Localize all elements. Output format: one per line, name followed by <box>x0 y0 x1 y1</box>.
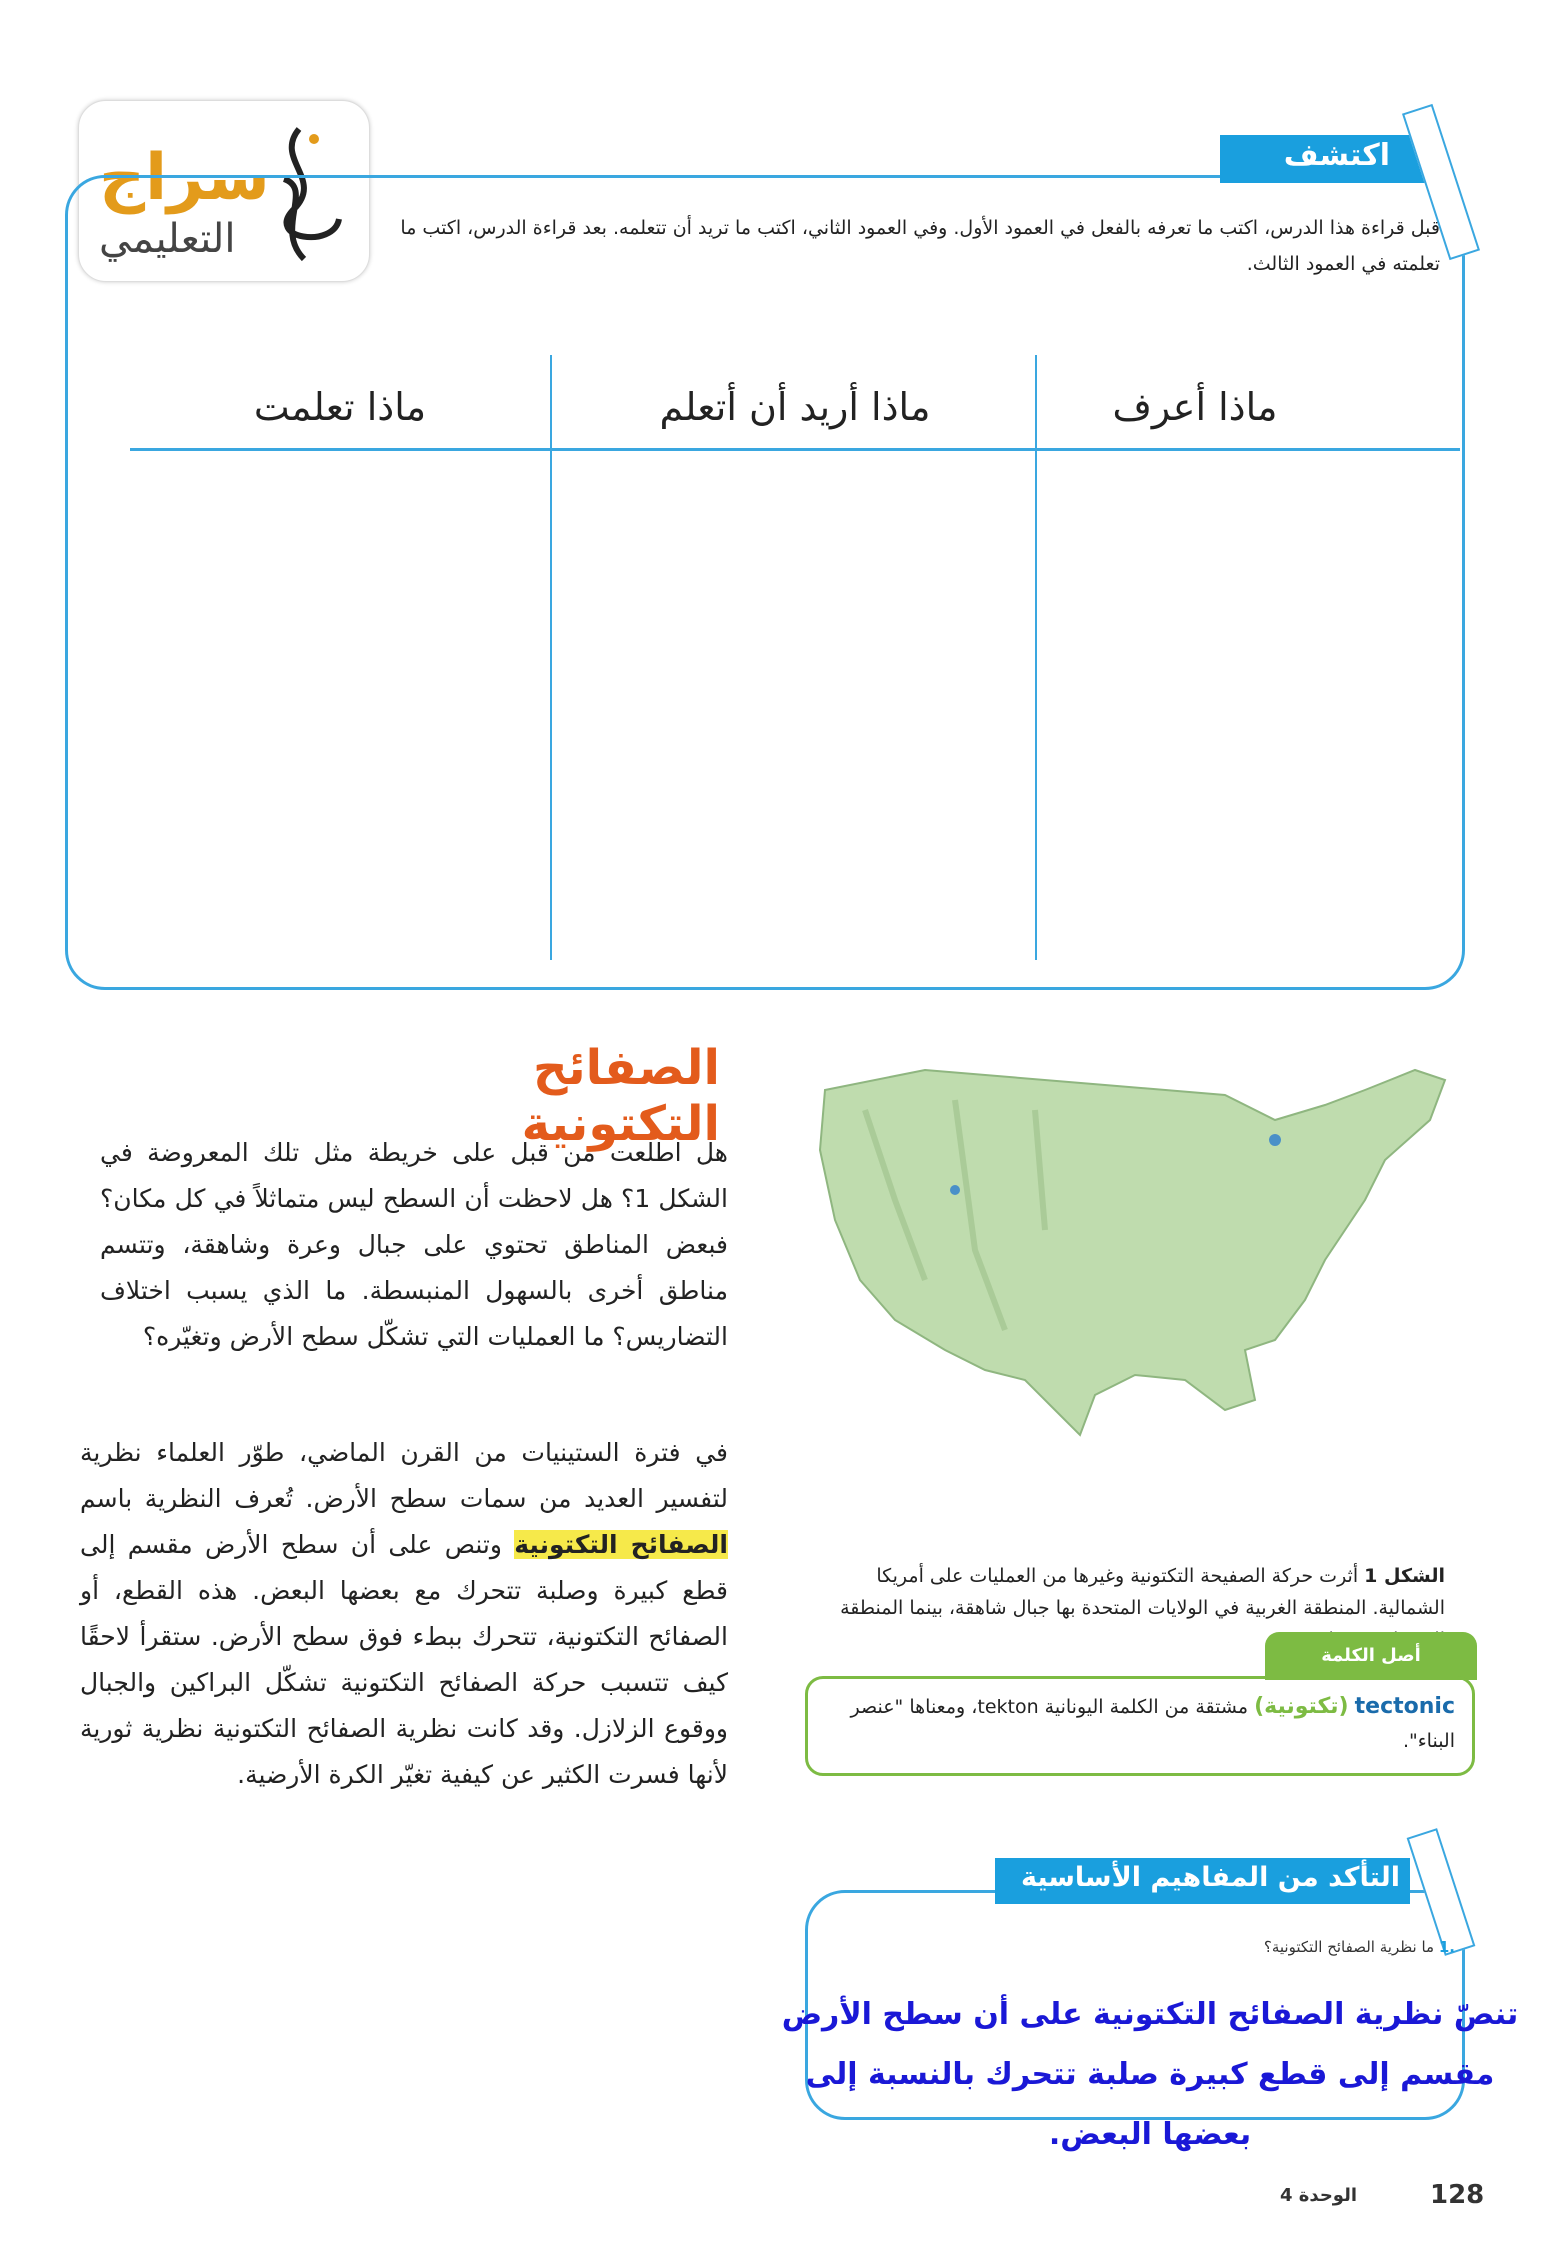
usa-map-image <box>805 1050 1475 1550</box>
table-divider <box>1035 355 1037 960</box>
figure-caption-text: أثرت حركة الصفيحة التكتونية وغيرها من العمليات على أمريكا الشمالية. المنطقة الغربية في الولايات المتحدة بها جبال شاهقة، بينما المنطقة <box>840 1565 1445 1619</box>
column-learned: ماذا تعلمت <box>253 385 427 429</box>
table-divider <box>550 355 552 960</box>
page-number: 128 <box>1430 2180 1485 2210</box>
question-text: ما نظرية الصفائح التكتونية؟ <box>1263 1938 1435 1956</box>
logo-name: سراج <box>99 141 270 215</box>
term-en: tectonic <box>1354 1694 1455 1719</box>
table-header-line <box>130 448 1460 451</box>
column-know: ماذا أعرف <box>1112 385 1278 429</box>
figure-label: الشكل 1 <box>1364 1565 1445 1587</box>
explore-box <box>65 175 1465 990</box>
paragraph-2 <box>80 1430 728 1798</box>
paragraph-2-end: وتنص على أن سطح الأرض مقسم إلى قطع كبيرة وصلبة تتحرك مع بعضها البعض. هذه القطع، أو الصفائح التكتونية، تتحرك ببطء فوق سطح الأرض. ستقرأ لاحقًا كيف تتسبب حركة الصفائح التكتونية تشكّل البراكين والجبال ووقوع الزلازل. وقد كانت نظرية الصفائح التكتونية نظرية ثورية لأنها فسرت الكثير عن كيفية تغيّر الكرة الأرضية. <box>80 1530 728 1789</box>
question-number: .1 <box>1438 1938 1455 1956</box>
explore-instructions: قبل قراءة هذا الدرس، اكتب ما تعرفه بالفعل في العمود الأول. وفي العمود الثاني، اكتب ما تريد أن تتعلمه. بعد قراءة الدرس، اكتب ما تعلمته في العمود الثالث. <box>400 217 1440 275</box>
paragraph-1: هل اطلعت من قبل على خريطة مثل تلك المعروضة في الشكل 1؟ هل لاحظت أن السطح ليس متماثلاً في كل مكان؟ فبعض المناطق تحتوي على جبال وعرة وشاهقة، وتتسم مناطق أخرى بالسهول المنبسطة. ما الذي يسبب اختلاف التضاريس؟ ما العمليات التي تشكّل سطح الأرض وتغيّره؟ <box>100 1138 728 1351</box>
column-want: ماذا أريد أن أتعلم <box>659 385 931 429</box>
paragraph-2-start: في فترة الستينيات من القرن الماضي، طوّر العلماء نظرية لتفسير العديد من سمات سطح الأرض. تُعرف النظرية باسم <box>80 1438 728 1513</box>
explore-title: اكتشف <box>1283 138 1390 173</box>
section-title: الصفائح التكتونية <box>521 1040 720 1152</box>
logo-subtitle: التعليمي <box>99 216 236 262</box>
concepts-title: التأكد من المفاهيم الأساسية <box>1020 1862 1400 1893</box>
key-term: الصفائح التكتونية <box>514 1530 728 1559</box>
word-origin-tab: أصل الكلمة <box>1265 1632 1477 1680</box>
word-origin-desc: مشتقة من الكلمة اليونانية tekton، ومعناها "عنصر البناء". <box>850 1696 1455 1752</box>
unit-label: الوحدة 4 <box>1280 2185 1358 2206</box>
word-origin-text <box>825 1690 1455 1758</box>
question-1 <box>1060 1938 1455 1956</box>
answer-text: تنصّ نظرية الصفائح التكتونية على أن سطح الأرض مقسم إلى قطع كبيرة صلبة تتحرك بالنسبة إلى بعضها البعض. <box>781 1997 1519 2152</box>
term-ar: (تكتونية) <box>1254 1694 1349 1719</box>
